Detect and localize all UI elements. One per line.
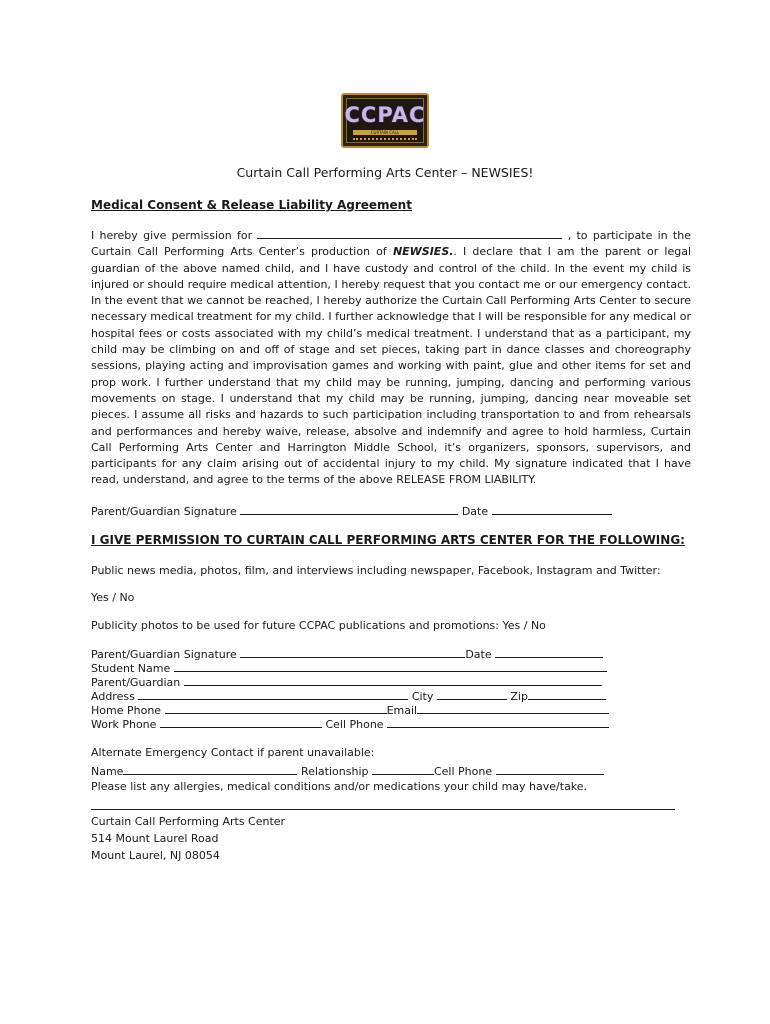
publicity-permission-text: Publicity photos to be used for future CCPAC publications and promotions: Yes / No xyxy=(91,619,546,632)
allergies-field[interactable] xyxy=(91,809,675,810)
student-name-field[interactable] xyxy=(174,660,607,672)
address-field[interactable] xyxy=(138,688,408,700)
parent-guardian-field[interactable] xyxy=(184,674,602,686)
permission-heading: I GIVE PERMISSION TO CURTAIN CALL PERFORMING ARTS CENTER FOR THE FOLLOWING: xyxy=(91,533,685,547)
logo-text: CCPAC xyxy=(344,103,426,127)
home-phone-field[interactable] xyxy=(165,702,387,714)
ccpac-logo xyxy=(341,93,429,148)
consent-paragraph: I hereby give permission for , to participate in the Curtain Call Performing Arts Center’s production of NEWSIES.. I declare that I am the parent or legal guardian of the above named child, and I have custody and control of the child. In the event my child is injured or should require medical attention, I hereby request that you contact me or our emergency contact. In the event that we cannot be reached, I hereby authorize the Curtain Call Performing Arts Center to secure necessary medical treatment for my child. I further acknowledge that I will be responsible for any medical or hospital fees or costs associated with my child’s medical treatment. I understand that as a participant, my child may be climbing on and off of stage and set pieces, taking part in dance classes and choreography sessions, playing acting and improvisation games and working with paint, glue and other items for set and prop work. I further understand that my child may be running, jumping, dancing and performing various movements on stage. I understand that my child may be running, jumping, dancing near moveable set pieces. I assume all risks and hazards to such participation including transportation to and from rehearsals and performances and hereby waive, release, absolve and indemnify and agree to hold harmless, Curtain Call Performing Arts Center and Harrington Middle School, it’s organizers, sponsors, supervisors, and participants for any claim arising out of accidental injury to my child. My signature indicated that I have read, understand, and agree to the terms of the above RELEASE FROM LIABILITY. xyxy=(91,229,692,487)
consent-heading: Medical Consent & Release Liability Agreement xyxy=(91,198,412,212)
emergency-name-field[interactable] xyxy=(123,763,297,775)
consent-date-field[interactable] xyxy=(492,503,612,515)
parent-guardian-line: Parent/Guardian xyxy=(91,674,602,689)
logo-subtext: CURTAIN CALL xyxy=(353,130,417,135)
form-signature-line: Parent/Guardian Signature Date xyxy=(91,646,603,661)
emergency-cell-field[interactable] xyxy=(496,763,604,775)
document-title: Curtain Call Performing Arts Center – NEWSIES! xyxy=(236,165,534,180)
work-phone-field[interactable] xyxy=(160,716,322,728)
student-name-line: Student Name xyxy=(91,660,607,675)
zip-field[interactable] xyxy=(528,688,606,700)
emergency-relationship-field[interactable] xyxy=(372,763,434,775)
show-name: NEWSIES. xyxy=(392,245,454,259)
form-date-field[interactable] xyxy=(495,646,603,658)
media-permission-text: Public news media, photos, film, and interviews including newspaper, Facebook, Instagram and Twitter: xyxy=(91,564,661,577)
emergency-contact-line: Name Relationship Cell Phone xyxy=(91,763,604,778)
cell-phone-field[interactable] xyxy=(387,716,609,728)
home-phone-line: Home Phone Email xyxy=(91,702,609,717)
emergency-intro: Alternate Emergency Contact if parent unavailable: xyxy=(91,746,375,759)
allergies-text: Please list any allergies, medical conditions and/or medications your child may have/take. xyxy=(91,780,588,793)
org-city: Mount Laurel, NJ 08054 xyxy=(91,849,220,862)
city-field[interactable] xyxy=(437,688,507,700)
work-phone-line: Work Phone Cell Phone xyxy=(91,716,609,731)
consent-signature-line: Parent/Guardian Signature Date xyxy=(91,503,612,518)
org-name: Curtain Call Performing Arts Center xyxy=(91,815,286,828)
media-yes-no[interactable]: Yes / No xyxy=(91,591,135,604)
address-line: Address City Zip xyxy=(91,688,606,703)
org-street: 514 Mount Laurel Road xyxy=(91,832,219,845)
consent-signature-field[interactable] xyxy=(240,503,458,515)
form-signature-field[interactable] xyxy=(240,646,465,658)
email-field[interactable] xyxy=(417,702,609,714)
child-name-field[interactable] xyxy=(257,227,562,239)
